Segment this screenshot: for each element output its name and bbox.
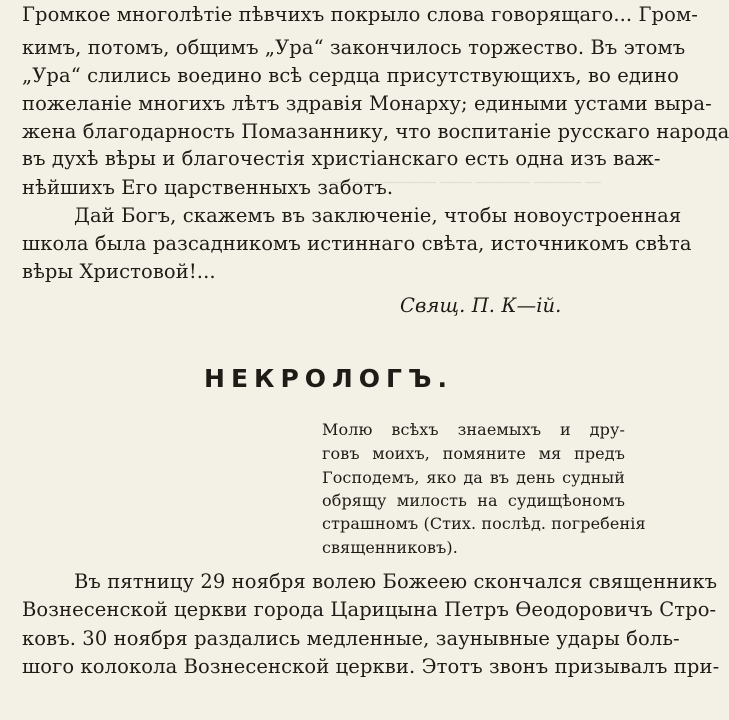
paragraph-3-line: ковъ. 30 ноября раздались медленные, заунывные удары боль-: [22, 627, 680, 650]
epigraph-line: обрящу милость на судищѣономъ: [322, 491, 625, 510]
paragraph-2-line: Дай Богъ, скажемъ въ заключеніе, чтобы новоустроенная: [74, 204, 682, 227]
epigraph-line: Господемъ, яко да въ день судный: [322, 468, 625, 487]
epigraph-line: Молю всѣхъ знаемыхъ и дру-: [322, 420, 625, 439]
section-heading: НЕКРОЛОГЪ.: [204, 364, 453, 393]
paragraph-3-line: Въ пятницу 29 ноября волею Божеею скончался священникъ: [74, 570, 718, 593]
bleed-through-texture: ────── ─────── ──── ─────── ────── ──: [330, 176, 602, 191]
epigraph-line: страшномъ (Стих. послѣд. погребенія: [322, 514, 646, 533]
paragraph-2-line: вѣры Христовой!...: [22, 260, 216, 283]
paragraph-3-line: шого колокола Вознесенской церкви. Этотъ звонъ призывалъ при-: [22, 655, 720, 678]
paragraph-1-line: нѣйшихъ Его царственныхъ заботъ.: [22, 176, 394, 199]
paragraph-3-line: Вознесенской церкви города Царицына Петръ Ѳеодоровичъ Стро-: [22, 598, 717, 621]
paragraph-1-line: въ духѣ вѣры и благочестія христіанскаго есть одна изъ важ-: [22, 147, 661, 170]
paragraph-1-line: жена благодарность Помазаннику, что воспитаніе русскаго народа: [22, 120, 729, 143]
epigraph-line: священниковъ).: [322, 538, 458, 557]
paragraph-1-line: Громкое многолѣтіе пѣвчихъ покрыло слова говорящаго... Гром-: [22, 3, 698, 26]
paragraph-1-line: „Ура“ слились воедино всѣ сердца присутствующихъ, во едино: [22, 64, 679, 87]
paragraph-2-line: школа была разсадникомъ истиннаго свѣта, источникомъ свѣта: [22, 232, 692, 255]
paragraph-1-line: пожеланіе многихъ лѣтъ здравія Монарху; едиными устами выра-: [22, 92, 712, 115]
paragraph-1-line: кимъ, потомъ, общимъ „Ура“ закончилось торжество. Въ этомъ: [22, 36, 686, 59]
signature: Свящ. П. К—ій.: [400, 294, 562, 317]
epigraph-line: говъ моихъ, помяните мя предъ: [322, 444, 625, 463]
